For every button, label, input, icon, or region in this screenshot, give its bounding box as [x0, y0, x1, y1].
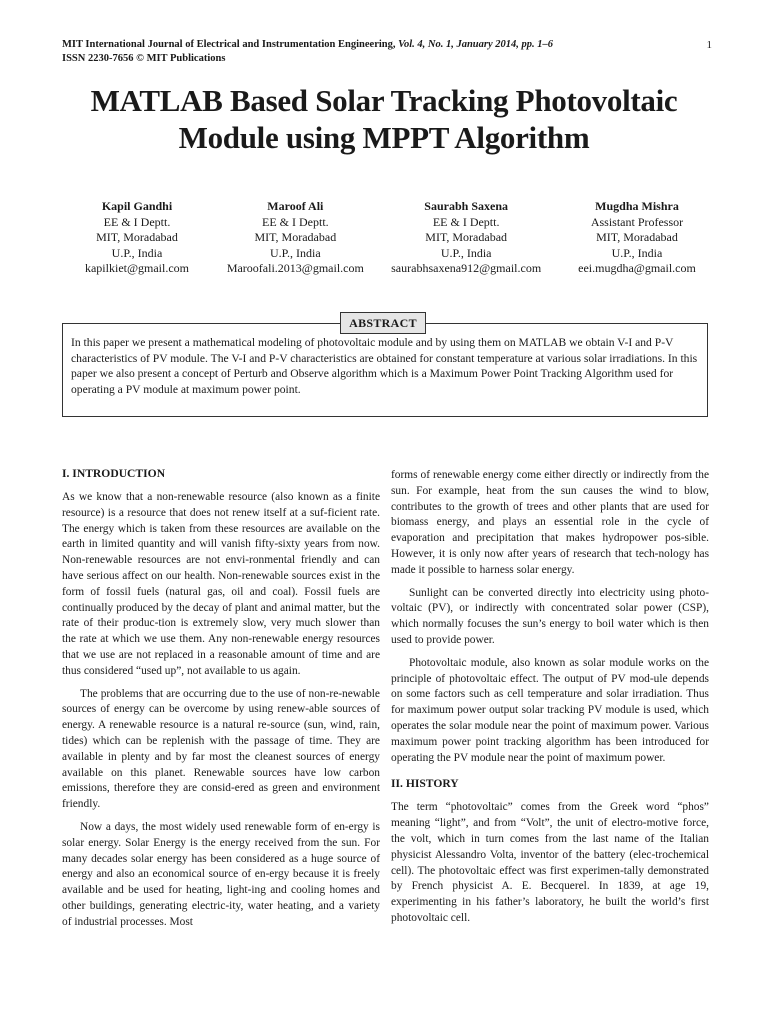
author-dept: EE & I Deptt.	[432, 214, 500, 229]
journal-header	[62, 38, 712, 66]
author-dept: EE & I Deptt.	[262, 214, 329, 229]
author-list	[62, 199, 712, 277]
abstract-box	[62, 323, 708, 417]
author-name: Mugdha Mishra	[595, 199, 679, 213]
author-institute: MIT, Moradabad	[254, 230, 337, 245]
section-heading-introduction: I. INTRODUCTION	[62, 467, 166, 480]
author-block	[62, 199, 212, 277]
left-column	[62, 466, 380, 938]
page-number: 1	[706, 39, 712, 51]
author-name: Kapil Gandhi	[101, 199, 173, 213]
author-block	[562, 199, 712, 277]
paragraph: As we know that a non-renewable resource (also known as a finite resource) is a resource that does not renew itself at a suf-ficient rate. The energy which is taken from these resources are available on the earth in limited quantity and will vanish fifty-sixty years from now. Non-renewable resources are not envi-ronmental friendly and can have serious affect on our health. Non-renewable sources exist in the form of fossil fuels (natural gas, oil and coal). Fossil fuels are continually produced by the decay of plant and animal matter, but the rate of their produc-tion is extremely slow, very much slower than the rate at which we use them. Any non-renewable energy resources that we use are not replaced in a reasonable amount of time and are thus considered “used up”, not available to us again.	[62, 491, 380, 677]
author-location: U.P., India	[269, 245, 321, 260]
author-name: Maroof Ali	[267, 199, 324, 213]
title-line-2: Module using MPPT Algorithm	[178, 120, 590, 155]
journal-citation-line	[62, 38, 712, 52]
author-location: U.P., India	[440, 245, 492, 260]
right-column	[391, 468, 709, 934]
title-line-1: MATLAB Based Solar Tracking Photovoltaic	[90, 83, 678, 118]
issn-line: ISSN 2230-7656 © MIT Publications	[62, 53, 226, 64]
author-dept: Assistant Professor	[590, 214, 684, 229]
author-location: U.P., India	[611, 245, 663, 260]
author-institute: MIT, Moradabad	[96, 230, 178, 245]
author-email: Maroofali.2013@gmail.com	[226, 261, 364, 276]
author-institute: MIT, Moradabad	[596, 230, 678, 245]
author-name: Saurabh Saxena	[424, 199, 508, 213]
author-email: kapilkiet@gmail.com	[84, 261, 190, 276]
paragraph: Now a days, the most widely used renewable form of en-ergy is solar energy. Solar Energy is the energy received from the sun. For many decades solar energy has been considered as a huge source of energy and also an economical source of en-ergy because it is freely available and be used for heating, light-ing and cooling homes and other buildings, generating electric-ity, water heating, and a variety of industrial processes. Most	[62, 820, 380, 928]
author-block	[379, 199, 554, 277]
paragraph: The term “photovoltaic” comes from the Greek word “phos” meaning “light”, and from “Volt”, the unit of electro-motive force, the volt, which in turn comes from the last name of the Italian physicist Alessandro Volta, inventor of the battery (elec-trochemical cell). The photovoltaic effect was first experimen-tally demonstrated by French physicist A. E. Becquerel. In 1839, at age 19, experimenting in his father’s laboratory, he built the world’s first photovoltaic cell.	[391, 801, 709, 924]
section-heading-history: II. HISTORY	[391, 777, 459, 791]
paragraph: forms of renewable energy come either directly or indirectly from the sun. For example, heat from the sun causes the wind to blow, contributes to the growth of trees and other plants that are used for biomass energy, and plays an essential role in the cycle of evaporation and precipitation that makes hydropower pos-sible. However, it is only now after years of research that tech-nology has made it possible to harness solar energy.	[391, 469, 709, 576]
author-email: saurabhsaxena912@gmail.com	[391, 261, 542, 276]
journal-name: MIT International Journal of Electrical and Instrumentation Engineering,	[62, 39, 396, 50]
author-email: eei.mugdha@gmail.com	[578, 261, 696, 276]
volume-info: Vol. 4, No. 1, January 2014, pp. 1–6	[398, 39, 553, 50]
paragraph: Sunlight can be converted directly into electricity using photo-voltaic (PV), or indirectly with concentrated solar power (CSP), which normally focuses the sun’s energy to boil water which is then used to provide power.	[391, 586, 709, 646]
author-block	[220, 199, 370, 277]
author-institute: MIT, Moradabad	[425, 230, 508, 245]
author-location: U.P., India	[111, 245, 163, 260]
abstract-label: ABSTRACT	[340, 312, 426, 334]
paper-title	[40, 82, 728, 156]
author-dept: EE & I Deptt.	[103, 214, 171, 229]
abstract-text: In this paper we present a mathematical modeling of photovoltaic module and by using them on MATLAB we obtain V-I and P-V characteristics of PV module. The V-I and P-V characteristics are obtained for constant temperature at various solar irradiations. In this paper we also present a concept of Perturb and Observe algorithm which is a Maximum Power Point Tracking Algorithm used for operating a PV module at maximum power point.	[71, 336, 698, 396]
paragraph: The problems that are occurring due to the use of non-re-newable sources of energy can be overcome by using renew-able sources of energy. A renewable resource is a natural re-source (sun, wind, rain, tides) which can be replenish with the passage of time. They are available in plenty and by far most the cleanest sources of energy available on this planet. Renewable sources have low carbon emissions, therefore they are consid-ered as green and environment friendly.	[62, 687, 380, 811]
paragraph: Photovoltaic module, also known as solar module works on the principle of photovoltaic effect. The output of PV mod-ule depends on some factors such as cell temperature and solar irradiation. Thus for maximum power output solar tracking PV module is used, which operates the solar module near the point of maximum power. Various maximum power point tracking algorithm has been introduced for operating the PV module near the point of maximum power.	[391, 656, 709, 764]
